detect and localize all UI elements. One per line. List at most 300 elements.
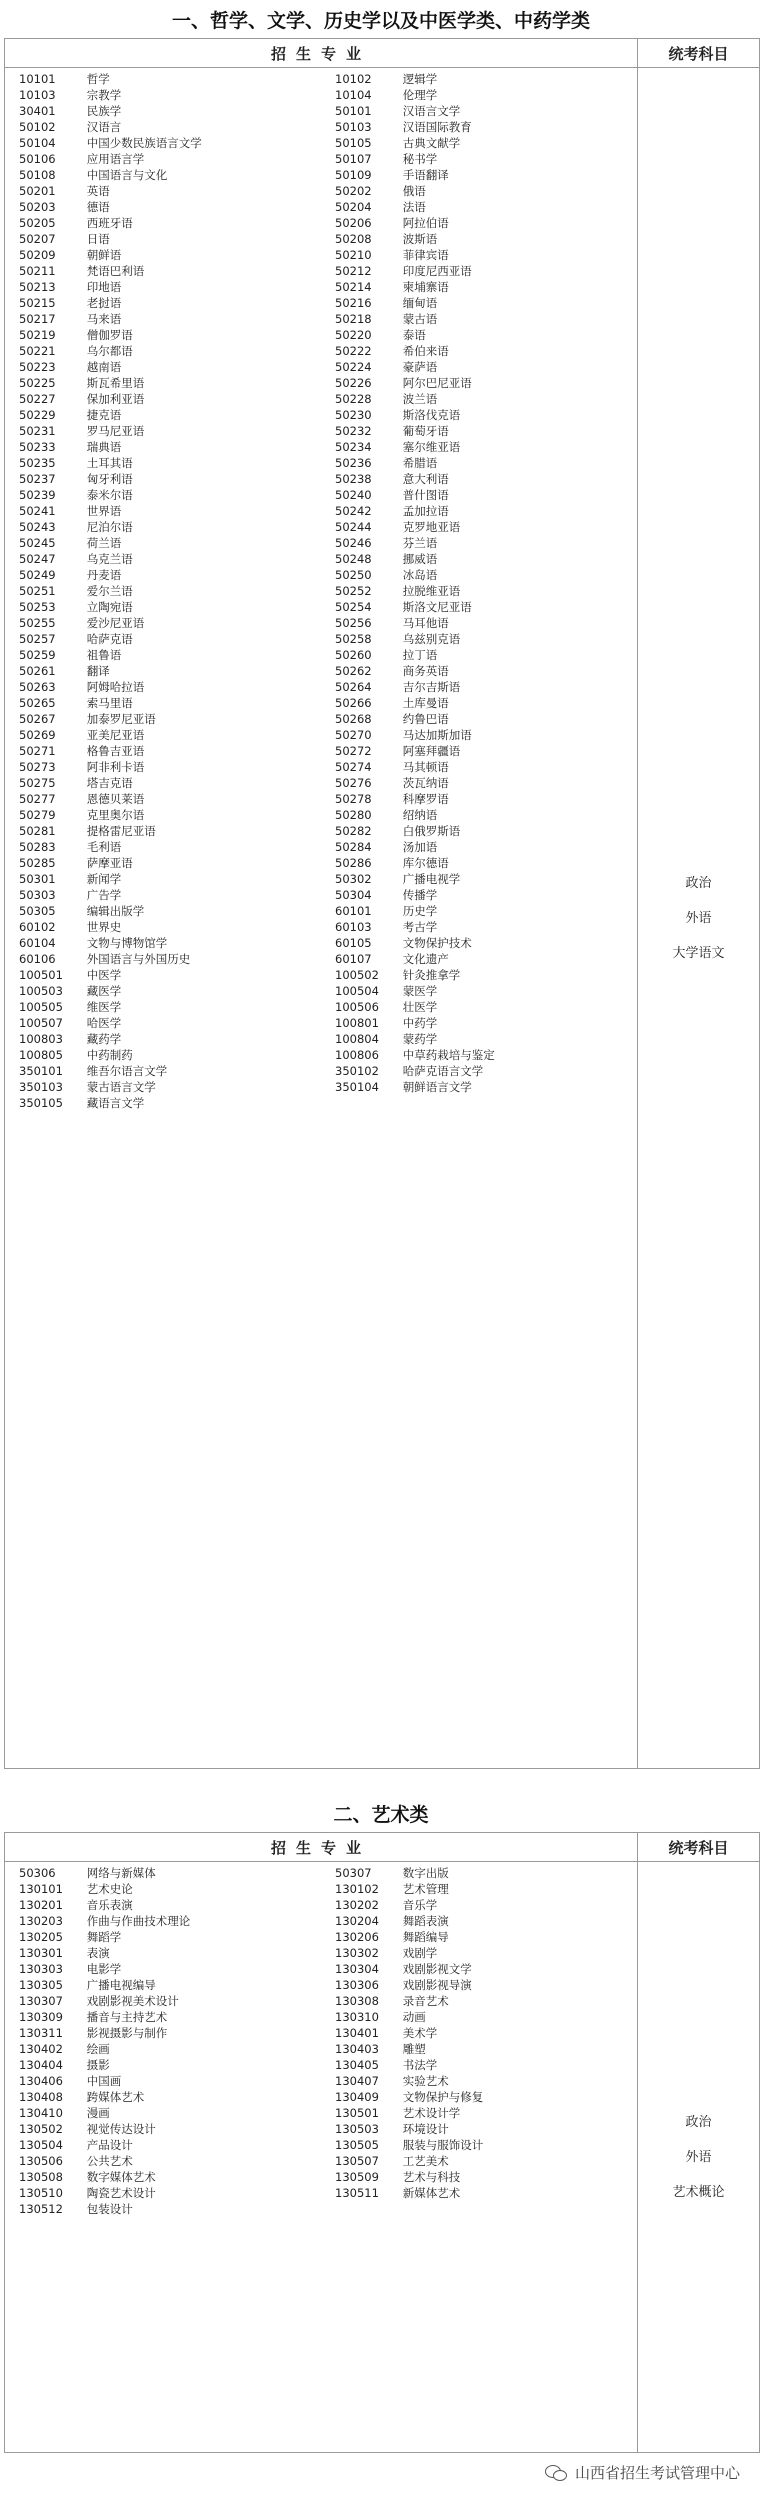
major-code: 350103 [19, 1080, 63, 1094]
major-name: 汉语国际教育 [402, 120, 472, 134]
major-name: 普什图语 [402, 488, 449, 502]
major-code: 130402 [19, 2042, 63, 2056]
major-code: 50252 [335, 584, 372, 598]
major-code: 50206 [335, 216, 372, 230]
major-code: 50274 [335, 760, 372, 774]
major-row [5, 2169, 637, 2185]
section1-subjects [638, 68, 760, 1769]
major-code: 130307 [19, 1994, 63, 2008]
major-row [5, 2009, 637, 2025]
major-code: 130504 [19, 2138, 63, 2152]
major-name: 阿塞拜疆语 [402, 744, 461, 758]
major-code: 50284 [335, 840, 372, 854]
major-row [5, 679, 637, 695]
major-code: 350104 [335, 1080, 379, 1094]
major-name: 数字出版 [402, 1866, 449, 1880]
major-row [5, 119, 637, 135]
major-name: 考古学 [402, 920, 438, 934]
major-row [5, 327, 637, 343]
major-code: 50204 [335, 200, 372, 214]
major-code: 10102 [335, 72, 372, 86]
major-code: 50257 [19, 632, 56, 646]
major-name: 蒙医学 [402, 984, 438, 998]
major-code: 50251 [19, 584, 56, 598]
major-code: 60103 [335, 920, 372, 934]
major-name: 马来语 [86, 312, 122, 326]
major-row [5, 343, 637, 359]
major-name: 法语 [402, 200, 426, 214]
major-name: 中药制药 [86, 1048, 133, 1062]
major-name: 乌克兰语 [86, 552, 133, 566]
major-code: 50215 [19, 296, 56, 310]
major-code: 60106 [19, 952, 56, 966]
major-name: 希腊语 [402, 456, 438, 470]
major-row [5, 695, 637, 711]
major-code: 50227 [19, 392, 56, 406]
major-row [5, 231, 637, 247]
major-code: 50218 [335, 312, 372, 326]
major-code: 50231 [19, 424, 56, 438]
major-code: 60101 [335, 904, 372, 918]
major-name: 马其顿语 [402, 760, 449, 774]
major-row [5, 2105, 637, 2121]
major-code: 60102 [19, 920, 56, 934]
major-name: 工艺美术 [402, 2154, 449, 2168]
major-code: 100507 [19, 1016, 63, 1030]
major-name: 冰岛语 [402, 568, 438, 582]
major-name: 波斯语 [402, 232, 438, 246]
major-code: 130401 [335, 2026, 379, 2040]
major-code: 50303 [19, 888, 56, 902]
major-row [5, 551, 637, 567]
major-name: 藏药学 [86, 1032, 122, 1046]
major-code: 100506 [335, 1000, 379, 1014]
major-code: 50240 [335, 488, 372, 502]
major-name: 朝鲜语 [86, 248, 122, 262]
major-name: 蒙古语言文学 [86, 1080, 156, 1094]
major-code: 50275 [19, 776, 56, 790]
major-name: 作曲与作曲技术理论 [86, 1914, 191, 1928]
major-name: 乌尔都语 [86, 344, 133, 358]
major-name [403, 2201, 637, 2217]
major-code: 50269 [19, 728, 56, 742]
major-code: 50276 [335, 776, 372, 790]
major-name: 印度尼西亚语 [402, 264, 472, 278]
major-code: 50261 [19, 664, 56, 678]
major-name: 挪威语 [402, 552, 438, 566]
major-code: 50209 [19, 248, 56, 262]
major-name: 摄影 [86, 2058, 110, 2072]
major-code: 130308 [335, 1994, 379, 2008]
major-name: 应用语言学 [86, 152, 145, 166]
major-name: 荷兰语 [86, 536, 122, 550]
major-code: 50229 [19, 408, 56, 422]
major-row [5, 1977, 637, 1993]
major-name: 艺术与科技 [402, 2170, 461, 2184]
major-name: 拉丁语 [402, 648, 438, 662]
major-row [5, 983, 637, 999]
major-code: 50283 [19, 840, 56, 854]
major-row [5, 295, 637, 311]
major-name: 朝鲜语言文学 [402, 1080, 472, 1094]
footer-watermark [545, 2462, 740, 2483]
major-name: 宗教学 [86, 88, 122, 102]
major-code: 50256 [335, 616, 372, 630]
major-code: 350101 [19, 1064, 63, 1078]
major-code: 50207 [19, 232, 56, 246]
major-code: 50219 [19, 328, 56, 342]
major-code: 50205 [19, 216, 56, 230]
major-name: 中国语言与文化 [86, 168, 168, 182]
major-name: 丹麦语 [86, 568, 122, 582]
major-code: 50255 [19, 616, 56, 630]
major-code: 50245 [19, 536, 56, 550]
major-name: 瑞典语 [86, 440, 122, 454]
major-code: 130501 [335, 2106, 379, 2120]
major-name: 科摩罗语 [402, 792, 449, 806]
major-row [5, 1929, 637, 1945]
major-row [5, 759, 637, 775]
major-row [5, 2057, 637, 2073]
major-row [5, 967, 637, 983]
major-row [5, 215, 637, 231]
major-row [5, 615, 637, 631]
major-name: 雕塑 [402, 2042, 426, 2056]
major-name: 匈牙利语 [86, 472, 133, 486]
major-name: 保加利亚语 [86, 392, 145, 406]
major-code: 50214 [335, 280, 372, 294]
major-code: 50217 [19, 312, 56, 326]
major-name: 古典文献学 [402, 136, 461, 150]
major-name: 孟加拉语 [402, 504, 449, 518]
major-row [5, 519, 637, 535]
major-name: 汉语言 [86, 120, 122, 134]
major-code: 50302 [335, 872, 372, 886]
major-code: 130409 [335, 2090, 379, 2104]
major-code: 60104 [19, 936, 56, 950]
major-name: 服装与服饰设计 [402, 2138, 484, 2152]
major-code: 50234 [335, 440, 372, 454]
major-row [5, 1031, 637, 1047]
major-code: 50211 [19, 264, 56, 278]
major-code: 100505 [19, 1000, 63, 1014]
major-name [403, 1095, 637, 1111]
major-name: 音乐表演 [86, 1898, 133, 1912]
major-name: 毛利语 [86, 840, 122, 854]
major-code: 130508 [19, 2170, 63, 2184]
major-code: 50236 [335, 456, 372, 470]
major-name: 书法学 [402, 2058, 438, 2072]
major-name: 藏医学 [86, 984, 122, 998]
major-name: 泰语 [402, 328, 426, 342]
major-name: 加泰罗尼亚语 [86, 712, 156, 726]
major-row [5, 151, 637, 167]
major-code: 50273 [19, 760, 56, 774]
major-code: 50107 [335, 152, 372, 166]
major-row [5, 919, 637, 935]
major-name: 新闻学 [86, 872, 122, 886]
major-row [5, 711, 637, 727]
major-name: 广播电视学 [402, 872, 461, 886]
major-name: 电影学 [86, 1962, 122, 1976]
major-code: 50101 [335, 104, 372, 118]
major-name: 针灸推拿学 [402, 968, 461, 982]
major-code: 50235 [19, 456, 56, 470]
major-code: 50223 [19, 360, 56, 374]
major-code: 50270 [335, 728, 372, 742]
major-code: 50224 [335, 360, 372, 374]
major-code: 50277 [19, 792, 56, 806]
major-row [5, 375, 637, 391]
major-code: 130407 [335, 2074, 379, 2088]
major-name: 戏剧学 [402, 1946, 438, 1960]
major-code: 50228 [335, 392, 372, 406]
major-row [5, 807, 637, 823]
major-row [5, 631, 637, 647]
major-row [5, 1865, 637, 1881]
major-code: 50305 [19, 904, 56, 918]
major-row [5, 2041, 637, 2057]
major-name: 广播电视编导 [86, 1978, 156, 1992]
major-code: 50208 [335, 232, 372, 246]
major-name: 斯瓦希里语 [86, 376, 145, 390]
major-name: 菲律宾语 [402, 248, 449, 262]
major-code: 50268 [335, 712, 372, 726]
major-name: 克罗地亚语 [402, 520, 461, 534]
major-code: 50202 [335, 184, 372, 198]
major-name: 中草药栽培与鉴定 [402, 1048, 495, 1062]
major-name: 中国少数民族语言文学 [86, 136, 202, 150]
major-name: 环境设计 [402, 2122, 449, 2136]
major-name: 藏语言文学 [86, 1096, 145, 1110]
major-name: 俄语 [402, 184, 426, 198]
major-name: 秘书学 [402, 152, 438, 166]
major-code: 130404 [19, 2058, 63, 2072]
major-name: 网络与新媒体 [86, 1866, 156, 1880]
major-code: 130304 [335, 1962, 379, 1976]
section2-major-list [5, 1862, 638, 2453]
major-row [5, 263, 637, 279]
major-code: 130102 [335, 1882, 379, 1896]
major-name: 数字媒体艺术 [86, 2170, 156, 2184]
major-row [5, 1945, 637, 1961]
major-name: 马达加斯加语 [402, 728, 472, 742]
major-code: 50220 [335, 328, 372, 342]
major-name: 逻辑学 [402, 72, 438, 86]
major-name: 越南语 [86, 360, 122, 374]
major-code: 50307 [335, 1866, 372, 1880]
major-code: 50201 [19, 184, 56, 198]
major-row [5, 439, 637, 455]
major-row [5, 743, 637, 759]
major-row [5, 407, 637, 423]
major-code: 50286 [335, 856, 372, 870]
wechat-icon [545, 2464, 567, 2482]
major-name: 泰米尔语 [86, 488, 133, 502]
major-name: 格鲁吉亚语 [86, 744, 145, 758]
major-name: 中国画 [86, 2074, 122, 2088]
major-name: 播音与主持艺术 [86, 2010, 168, 2024]
major-code: 50280 [335, 808, 372, 822]
major-name: 爱尔兰语 [86, 584, 133, 598]
major-row [5, 1079, 637, 1095]
major-code: 130206 [335, 1930, 379, 1944]
major-name: 吉尔吉斯语 [402, 680, 461, 694]
major-name: 美术学 [402, 2026, 438, 2040]
major-name: 外国语言与外国历史 [86, 952, 191, 966]
major-code: 50109 [335, 168, 372, 182]
major-row [5, 471, 637, 487]
major-code: 130506 [19, 2154, 63, 2168]
major-name: 实验艺术 [402, 2074, 449, 2088]
major-row [5, 663, 637, 679]
major-name: 录音艺术 [402, 1994, 449, 2008]
major-name: 舞蹈编导 [402, 1930, 449, 1944]
major-name: 尼泊尔语 [86, 520, 133, 534]
major-code: 50225 [19, 376, 56, 390]
major-name: 捷克语 [86, 408, 122, 422]
major-code: 130306 [335, 1978, 379, 1992]
major-name: 萨摩亚语 [86, 856, 133, 870]
major-name: 约鲁巴语 [402, 712, 449, 726]
major-code: 60107 [335, 952, 372, 966]
major-code: 130509 [335, 2170, 379, 2184]
major-code: 50278 [335, 792, 372, 806]
major-row [5, 311, 637, 327]
major-code: 50241 [19, 504, 56, 518]
major-name: 茨瓦纳语 [402, 776, 449, 790]
major-code: 10103 [19, 88, 56, 102]
major-code: 50248 [335, 552, 372, 566]
major-row [5, 1961, 637, 1977]
subject-foreign-language: 外语 [685, 910, 712, 926]
major-row [5, 727, 637, 743]
major-name: 爱沙尼亚语 [86, 616, 145, 630]
major-code: 50222 [335, 344, 372, 358]
major-name: 哈医学 [86, 1016, 122, 1030]
major-name: 文化遗产 [402, 952, 449, 966]
major-name: 伦理学 [402, 88, 438, 102]
major-code: 30401 [19, 104, 56, 118]
major-code: 130305 [19, 1978, 63, 1992]
major-code: 50250 [335, 568, 372, 582]
major-code: 50232 [335, 424, 372, 438]
major-code: 50263 [19, 680, 56, 694]
major-row [5, 935, 637, 951]
major-code: 50253 [19, 600, 56, 614]
major-code: 130510 [19, 2186, 63, 2200]
major-name: 亚美尼亚语 [86, 728, 145, 742]
footer-text: 山西省招生考试管理中心 [574, 2464, 740, 2482]
major-name: 蒙古语 [402, 312, 438, 326]
major-code: 50247 [19, 552, 56, 566]
major-name: 马耳他语 [402, 616, 449, 630]
major-row [5, 423, 637, 439]
major-code: 50103 [335, 120, 372, 134]
major-code: 50265 [19, 696, 56, 710]
major-name: 视觉传达设计 [86, 2122, 156, 2136]
major-code: 10101 [19, 72, 56, 86]
major-name: 壮医学 [402, 1000, 438, 1014]
major-name: 乌兹别克语 [402, 632, 461, 646]
major-code: 130505 [335, 2138, 379, 2152]
major-row [5, 103, 637, 119]
major-name: 提格雷尼亚语 [86, 824, 156, 838]
major-name: 翻译 [86, 664, 110, 678]
major-code: 50106 [19, 152, 56, 166]
major-row [5, 791, 637, 807]
major-row [5, 71, 637, 87]
major-code: 130405 [335, 2058, 379, 2072]
major-row [5, 135, 637, 151]
major-name: 阿拉伯语 [402, 216, 449, 230]
major-code: 50271 [19, 744, 56, 758]
major-code: 50230 [335, 408, 372, 422]
major-code: 50108 [19, 168, 56, 182]
major-row [5, 487, 637, 503]
major-code: 50213 [19, 280, 56, 294]
major-name: 表演 [86, 1946, 110, 1960]
major-code: 130204 [335, 1914, 379, 1928]
major-name: 手语翻译 [402, 168, 449, 182]
major-row [5, 2073, 637, 2089]
major-code: 130203 [19, 1914, 63, 1928]
major-row [5, 647, 637, 663]
major-name: 影视摄影与制作 [86, 2026, 168, 2040]
section2-major-header: 招生专业 [5, 1833, 638, 1862]
major-name: 土耳其语 [86, 456, 133, 470]
major-row [5, 503, 637, 519]
major-code: 50212 [335, 264, 372, 278]
major-code: 130302 [335, 1946, 379, 1960]
major-row [5, 2089, 637, 2105]
major-name: 希伯来语 [402, 344, 449, 358]
major-name: 斯洛文尼亚语 [402, 600, 472, 614]
major-code: 350102 [335, 1064, 379, 1078]
major-code: 100502 [335, 968, 379, 982]
major-code: 130205 [19, 1930, 63, 1944]
major-code: 130408 [19, 2090, 63, 2104]
major-name: 漫画 [86, 2106, 110, 2120]
major-name: 公共艺术 [86, 2154, 133, 2168]
major-name: 维医学 [86, 1000, 122, 1014]
major-code [321, 2201, 403, 2217]
major-row [5, 583, 637, 599]
major-name: 阿尔巴尼亚语 [402, 376, 472, 390]
major-name: 豪萨语 [402, 360, 438, 374]
major-code: 50216 [335, 296, 372, 310]
major-code: 50203 [19, 200, 56, 214]
major-name: 恩德贝莱语 [86, 792, 145, 806]
major-name: 阿姆哈拉语 [86, 680, 145, 694]
subject-foreign-language: 外语 [685, 2149, 712, 2165]
major-code: 100801 [335, 1016, 379, 1030]
major-name: 维吾尔语言文学 [86, 1064, 168, 1078]
major-name: 哈萨克语言文学 [402, 1064, 484, 1078]
major-name: 克里奥尔语 [86, 808, 145, 822]
section1-subject-header: 统考科目 [638, 39, 760, 68]
major-row [5, 871, 637, 887]
major-code: 50272 [335, 744, 372, 758]
major-name: 僧伽罗语 [86, 328, 133, 342]
section2-title: 二、艺术类 [333, 1804, 429, 1826]
major-row [5, 1897, 637, 1913]
major-row [5, 2137, 637, 2153]
major-code: 50262 [335, 664, 372, 678]
major-code: 130301 [19, 1946, 63, 1960]
subject-politics: 政治 [685, 875, 712, 891]
major-code: 130512 [19, 2202, 63, 2216]
